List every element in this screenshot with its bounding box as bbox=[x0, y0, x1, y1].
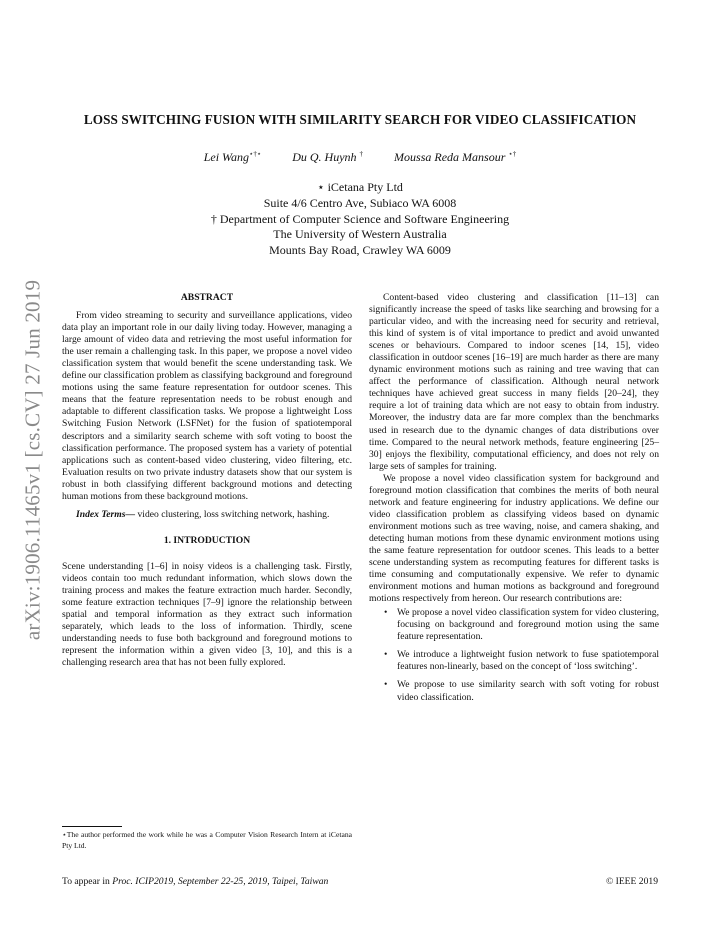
index-terms-label: Index Terms— bbox=[76, 508, 136, 520]
contribution-item: • We propose to use similarity search with soft voting for robust video classification. bbox=[397, 679, 659, 703]
arxiv-stamp-text: arXiv:1906.11465v1 [cs.CV] 27 Jun 2019 bbox=[20, 279, 45, 641]
author-name: Moussa Reda Mansour bbox=[394, 150, 506, 164]
introduction-heading: 1. INTRODUCTION bbox=[163, 534, 251, 546]
author bbox=[292, 150, 363, 164]
author-name: Lei Wang bbox=[203, 150, 249, 164]
left-column bbox=[62, 292, 352, 669]
author-list bbox=[60, 150, 660, 165]
author-name: Du Q. Huynh bbox=[292, 150, 357, 164]
arxiv-identifier-stamp bbox=[18, 250, 48, 670]
paper-title: LOSS SWITCHING FUSION WITH SIMILARITY SEARCH FOR VIDEO CLASSIFICATION bbox=[83, 112, 637, 127]
introduction-text: Scene understanding [1–6] in noisy videos is a challenging task. Firstly, videos contain too much redundant information, which slows down the training process and makes the feature extraction much harder. Secondly, some feature extraction techniques [7–9] ignore the relationship between spatial and temporal information as they extract such information separately, which leads to the loss of information. Thirdly, scene understanding needs to fuse both background and foreground motions to represent the information within a given video [3, 10], and this is a challenging research area that has not been fully explored. bbox=[62, 560, 352, 669]
affiliation-line: The University of Western Australia bbox=[273, 227, 447, 242]
contribution-item: • We propose a novel video classification system for video clustering, focusing on background and foreground motion using the same feature representation. bbox=[397, 607, 659, 643]
author-marks: ⋆† bbox=[508, 150, 517, 158]
contribution-item: • We introduce a lightweight fusion network to fuse spatiotemporal features non-linearly, based on the concept of ‘loss switching’. bbox=[397, 649, 659, 673]
affiliation-line: † Department of Computer Science and Software Engineering bbox=[210, 211, 510, 226]
affiliations bbox=[60, 180, 660, 259]
footer-venue bbox=[62, 876, 328, 887]
abstract-text: From video streaming to security and surveillance applications, video data play an important role in our daily living today. However, managing a large amount of video data and retrieving the most useful information for the user remain a challenging task. In this paper, we propose a novel video classification system that would benefit the scene understanding task. We define our classification problem as classifying background and foreground motions using the same feature representation for outdoor scenes. This means that the feature representation needs to be robust enough and adaptable to different classification tasks. We propose a lightweight Loss Switching Fusion Network (LSFNet) for the fusion of spatiotemporal descriptors and a similarity search scheme with soft voting to boost the classification performance. The proposed system has a variety of potential applications such as content-based video clustering, video filtering, etc. Evaluation results on two private industry datasets show that our system is robust in both classifying different background motions and detecting human motions from these background motions. bbox=[62, 310, 352, 502]
footer-venue-text: Proc. ICIP2019, September 22-25, 2019, Taipei, Taiwan bbox=[112, 876, 329, 887]
footnote: ⋆The author performed the work while he was a Computer Vision Research Intern at iCetana Pty Ltd. bbox=[62, 830, 352, 850]
affiliation-line: ⋆ iCetana Pty Ltd bbox=[317, 180, 403, 194]
author-marks: ⋆†⋆ bbox=[248, 150, 262, 158]
affiliation-line: Suite 4/6 Centro Ave, Subiaco WA 6008 bbox=[263, 195, 457, 210]
footer-copyright: © IEEE 2019 bbox=[605, 876, 658, 887]
right-column bbox=[369, 292, 659, 710]
footnote-rule bbox=[62, 826, 122, 827]
author bbox=[204, 150, 262, 164]
affiliation-line: Mounts Bay Road, Crawley WA 6009 bbox=[269, 243, 451, 258]
author bbox=[394, 150, 516, 164]
index-terms bbox=[62, 509, 352, 521]
author-marks: † bbox=[359, 150, 364, 158]
abstract-heading: ABSTRACT bbox=[180, 292, 234, 303]
body-paragraph: Content-based video clustering and classification [11–13] can significantly increase the speed of tasks like searching and browsing for a particular video, and with the increasing need for security and retrieval, this kind of system is of vital importance to predict and avoid unwanted scenes or behaviours. Compared to indoor scenes [14, 15], video classification in outdoor scenes [16–19] are much harder as there are many dynamic environment motions such as raining and tree waving that can affect the performance of classification. Although neural network techniques have achieved great success in many fields [20–24], they require a lot of training data which are not easy to obtain from industry. Moreover, the industry data are far more complex than the benchmarks used in research due to the dynamic changes of data distributions over time. Compared to the neural network methods, feature engineering [25–30] enjoys the flexibility, computational efficiency, and does not rely on large sets of samples for training. bbox=[369, 292, 659, 472]
footer-prefix: To appear in bbox=[62, 876, 113, 887]
body-paragraph: We propose a novel video classification system for background and foreground motion classification that combines the merits of both neural network and feature engineering for industry applications. We define our video classification problem as classifying videos based on dynamic environment motions such as tree waving, noise, and camera shaking, and detecting human motions from these dynamic environment motions using the same feature representation for outdoor scenes. This leads to a better scene understanding system as recomputing features for different tasks is time consuming and computationally expensive. We refer to dynamic environment motions and human motions as background and foreground motions respectively from hereon. Our research contributions are: bbox=[369, 472, 659, 605]
contributions-list bbox=[369, 607, 659, 703]
index-terms-text: video clustering, loss switching network, hashing. bbox=[135, 508, 330, 520]
